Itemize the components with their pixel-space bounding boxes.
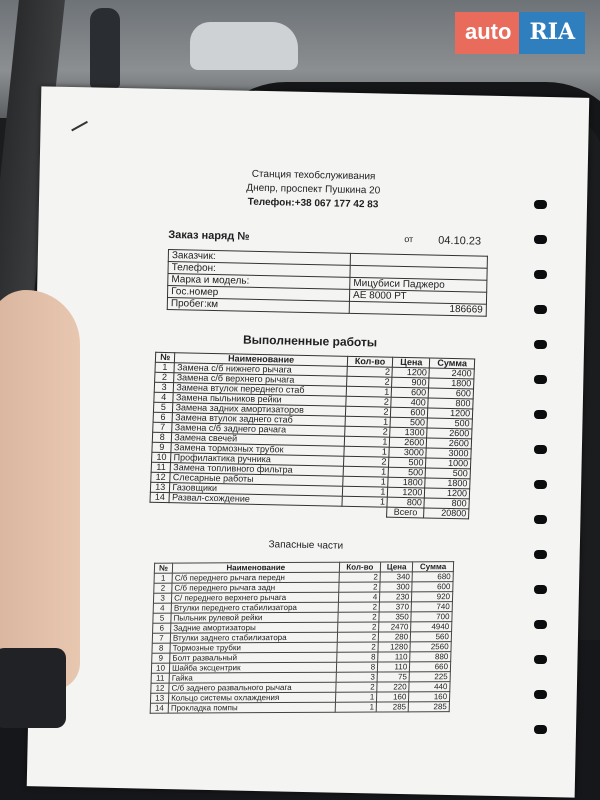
cell-qty: 2	[347, 366, 393, 377]
cell-price: 500	[390, 417, 427, 428]
cell-no: 7	[152, 633, 170, 643]
cell-price: 2600	[390, 437, 427, 448]
cell-no: 11	[151, 462, 171, 472]
cell-name: С/ переднего верхнего рычага	[172, 592, 339, 603]
cell-price: 600	[392, 387, 429, 398]
cell-qty: 1	[342, 476, 388, 487]
cell-sum: 1800	[429, 378, 474, 389]
cell-sum: 1200	[425, 488, 470, 499]
cell-name: Замена втулок заднего стаб	[172, 413, 345, 427]
cell-sum: 2560	[410, 642, 451, 652]
order-from: от	[404, 233, 414, 245]
cell-no: 3	[153, 593, 171, 603]
cell-sum: 285	[408, 702, 449, 712]
cell-qty: 1	[335, 702, 377, 712]
cell-qty: 1	[342, 486, 388, 497]
col-qty: Кол-во	[339, 562, 381, 572]
cell-no: 2	[155, 372, 175, 382]
cell-name: Развал-схождение	[169, 493, 342, 507]
cell-qty: 2	[343, 456, 389, 467]
table-row: Гос.номер АЕ 8000 РТ	[167, 286, 486, 305]
cell-name: Задние амортизаторы	[171, 622, 338, 633]
parts-table	[150, 561, 454, 714]
cell-sum: 880	[410, 652, 451, 662]
cell-qty: 8	[336, 662, 378, 672]
cell-price: 300	[380, 582, 412, 592]
cell-sum: 500	[425, 468, 470, 479]
cell-no: 12	[151, 472, 171, 482]
cell-sum: 3000	[426, 448, 471, 459]
watermark-ria: RIA	[519, 12, 585, 54]
cell-name: Тормозные трубки	[170, 642, 337, 653]
station-address: Днепр, проспект Пушкина 20	[246, 182, 381, 197]
cell-sum: 800	[428, 398, 473, 409]
cell-qty: 1	[343, 466, 389, 477]
cell-price: 600	[391, 407, 428, 418]
cell-price: 110	[378, 662, 410, 672]
cell-price: 1800	[388, 477, 425, 488]
cell-name: С/б переднего рычага передн	[172, 572, 339, 583]
cell-no: 5	[153, 402, 173, 412]
order-date: 04.10.23	[438, 234, 482, 248]
cell-qty: 1	[335, 692, 377, 702]
cell-sum: 4940	[411, 622, 452, 632]
cell-qty: 1	[342, 496, 388, 507]
cell-price: 1280	[378, 642, 410, 652]
works-title: Выполненные работы	[242, 332, 378, 350]
cell-no: 11	[151, 673, 169, 683]
cell-no: 2	[154, 583, 172, 593]
cell-sum: 1200	[428, 408, 473, 419]
cell-qty: 2	[339, 572, 381, 582]
cell-price: 110	[378, 652, 410, 662]
cell-name: Шайба эксцентрик	[169, 662, 336, 673]
cell-price: 370	[379, 602, 411, 612]
cell-no: 14	[150, 492, 170, 502]
cell-name: С/б переднего рычага задн	[172, 582, 339, 593]
cell-name: Замена тормозных трубок	[171, 443, 344, 457]
cell-price: 280	[378, 632, 410, 642]
watermark-auto: auto	[455, 12, 519, 54]
cell-no: 7	[153, 422, 173, 432]
cell-qty: 1	[344, 446, 390, 457]
col-no: №	[155, 352, 175, 362]
table-row	[150, 702, 449, 714]
cell-no: 10	[151, 663, 169, 673]
cell-qty: 2	[345, 396, 391, 407]
col-name: Наименование	[175, 353, 348, 367]
cell-sum: 800	[424, 498, 469, 509]
cell-sum: 500	[427, 418, 472, 429]
cell-sum: 440	[409, 682, 450, 692]
cell-name: Замена втулок переднего стаб	[174, 383, 347, 397]
parts-title: Запасные части	[268, 539, 344, 552]
cell-name: С/б заднего развального рычага	[169, 682, 336, 693]
cell-price: 1200	[392, 367, 429, 378]
cell-qty: 2	[338, 582, 380, 592]
cell-sum: 560	[411, 632, 452, 642]
cell-sum: 160	[409, 692, 450, 702]
client-table	[167, 249, 488, 317]
cell-no: 4	[154, 392, 174, 402]
cell-no: 1	[154, 573, 172, 583]
cell-price: 285	[376, 702, 408, 712]
table-row: Заказчик:	[168, 250, 487, 269]
col-price: Цена	[381, 562, 413, 572]
cell-price: 3000	[389, 447, 426, 458]
cell-qty: 2	[337, 642, 379, 652]
cell-no: 1	[155, 362, 175, 372]
cell-qty: 2	[344, 426, 390, 437]
cell-sum: 2600	[427, 438, 472, 449]
hand	[0, 290, 80, 690]
cell-name: Гайка	[169, 672, 336, 683]
cell-qty: 3	[336, 672, 378, 682]
cell-name: Пыльник рулевой рейки	[171, 612, 338, 623]
cell-qty: 4	[338, 592, 380, 602]
cell-sum: 700	[411, 612, 452, 622]
table-row: Телефон:	[168, 262, 487, 281]
cell-no: 12	[151, 683, 169, 693]
cell-price: 350	[379, 612, 411, 622]
col-sum: Сумма	[430, 358, 475, 369]
col-no: №	[154, 563, 172, 573]
col-name: Наименование	[172, 562, 339, 573]
cell-price: 1300	[390, 427, 427, 438]
sleeve-punch-holes	[534, 200, 554, 760]
cell-sum: 600	[412, 582, 453, 592]
cell-no: 6	[153, 412, 173, 422]
cell-qty: 2	[337, 622, 379, 632]
cell-price: 800	[387, 497, 424, 508]
cell-price: 220	[377, 682, 409, 692]
cell-name: Замена пыльников рейки	[173, 393, 346, 407]
cell-sum: 1000	[426, 458, 471, 469]
total-value: 20800	[424, 508, 469, 519]
cell-no: 13	[150, 482, 170, 492]
cell-sum: 1800	[425, 478, 470, 489]
cell-price: 500	[389, 457, 426, 468]
service-order-sheet	[27, 86, 590, 797]
cell-no: 13	[150, 693, 168, 703]
pen-mark	[71, 121, 88, 131]
col-sum: Сумма	[413, 562, 454, 572]
cell-no: 3	[154, 382, 174, 392]
cell-price: 2470	[379, 622, 411, 632]
cell-name: Болт развальный	[170, 652, 337, 663]
cell-qty: 1	[346, 386, 392, 397]
cell-sum: 920	[412, 592, 453, 602]
watch-strap	[0, 648, 66, 728]
cell-name: Замена задних амортизаторов	[173, 403, 346, 417]
cell-name: Замена с/б верхнего рычага	[174, 373, 347, 387]
table-row: Пробег:км 186669	[167, 298, 486, 317]
cell-name: Замена свечей	[172, 433, 345, 447]
cell-qty: 2	[346, 376, 392, 387]
cell-no: 8	[152, 432, 172, 442]
cell-no: 4	[153, 603, 171, 613]
cell-qty: 1	[345, 416, 391, 427]
cell-qty: 8	[336, 652, 378, 662]
cell-name: Замена с/б заднего рачага	[172, 423, 345, 437]
cell-qty: 2	[338, 602, 380, 612]
cell-price: 230	[380, 592, 412, 602]
cell-price: 400	[391, 397, 428, 408]
table-row: Марка и модель: Мицубиси Паджеро	[168, 274, 487, 293]
cell-qty: 2	[335, 682, 377, 692]
order-line	[168, 229, 498, 250]
station-title: Станция техобслуживания	[251, 168, 376, 183]
cell-price: 900	[392, 377, 429, 388]
cell-qty: 2	[345, 406, 391, 417]
col-qty: Кол-во	[347, 356, 393, 367]
cell-name: Втулки заднего стабилизатора	[170, 632, 337, 643]
cell-name: Профилактика ручника	[171, 453, 344, 467]
cell-sum: 2600	[427, 428, 472, 439]
cell-name: Прокладка помпы	[168, 702, 335, 713]
cell-sum: 2400	[429, 368, 474, 379]
cell-qty: 1	[344, 436, 390, 447]
cell-no: 8	[152, 643, 170, 653]
cell-name: Газовщики	[170, 483, 343, 497]
cell-no: 9	[152, 442, 172, 452]
cell-name: Кольцо системы охлаждения	[169, 692, 336, 703]
cell-name: Втулки переднего стабилизатора	[171, 602, 338, 613]
autoria-watermark	[455, 12, 585, 54]
station-phone: Телефон:+38 067 177 42 83	[247, 196, 379, 211]
person-silhouette	[90, 8, 120, 88]
cell-price: 75	[377, 672, 409, 682]
col-price: Цена	[393, 357, 430, 368]
cell-no: 14	[150, 703, 168, 713]
cell-price: 1200	[388, 487, 425, 498]
cell-name: Замена с/б нижнего рычага	[174, 363, 347, 377]
cell-qty: 2	[337, 632, 379, 642]
cell-sum: 225	[409, 672, 450, 682]
cell-no: 6	[153, 623, 171, 633]
cell-sum: 600	[428, 388, 473, 399]
cell-price: 160	[377, 692, 409, 702]
cell-no: 10	[152, 452, 172, 462]
cell-qty: 2	[337, 612, 379, 622]
total-label: Всего	[387, 507, 424, 518]
cell-name: Слесарные работы	[170, 473, 343, 487]
cell-price: 500	[388, 467, 425, 478]
parked-car	[190, 22, 298, 70]
order-label: Заказ наряд №	[168, 229, 250, 243]
cell-sum: 660	[410, 662, 451, 672]
cell-sum: 680	[412, 572, 453, 582]
cell-name: Замена топливного фильтра	[171, 463, 344, 477]
cell-no: 5	[153, 613, 171, 623]
cell-price: 340	[380, 572, 412, 582]
cell-no: 9	[152, 653, 170, 663]
cell-sum: 740	[411, 602, 452, 612]
works-table	[149, 352, 475, 520]
